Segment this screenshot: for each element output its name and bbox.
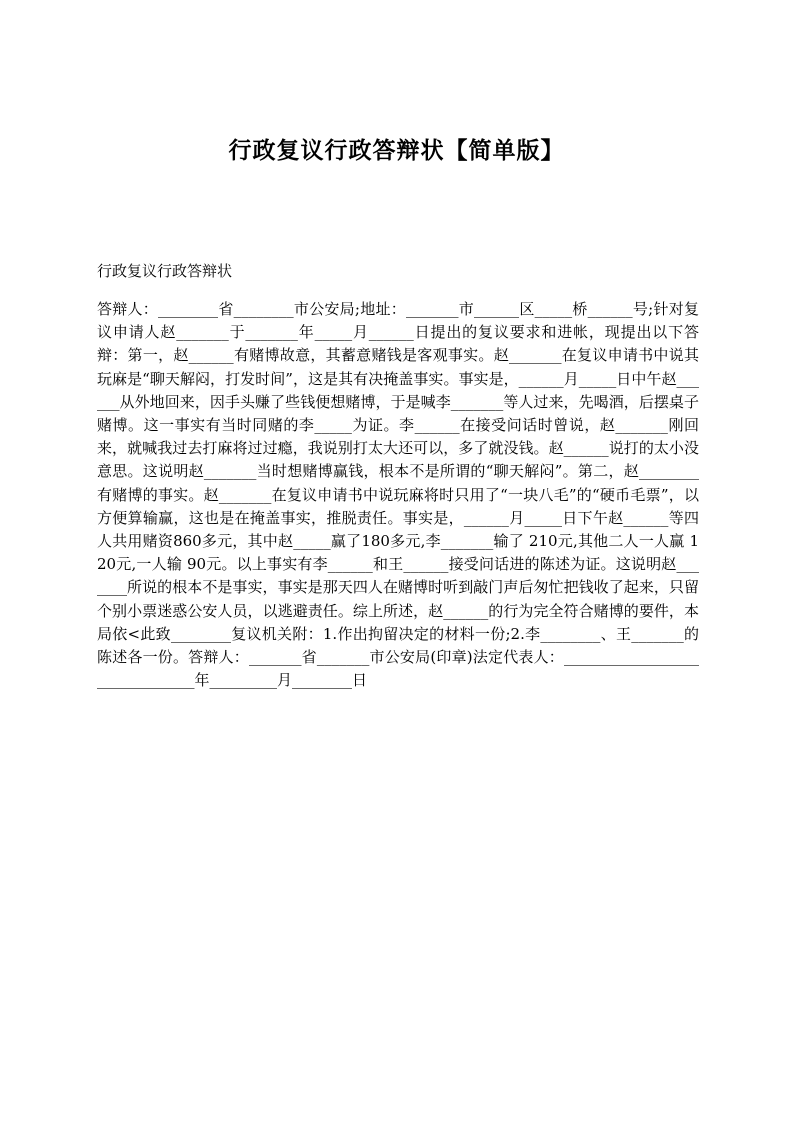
document-body: 答辩人：________省________市公安局;地址：_______市______区_____桥______号;针对复议申请人赵_______于_______年_____月______日提出的复议要求和进帐，现提出以下答辩：第一，赵______有赌博故意，其蓄意赌钱是客观事实。赵_______在复议申请书中说其玩麻是“聊天解闷，打发时间”，这是其有决掩盖事实。事实是，______月_____日中午赵______从外地回来，因手头赚了些钱便想赌博，于是喊李_______等人过来，先喝酒，后摆桌子赌博。这一事实有当时同赌的李_____为证。李______在接受问话时曾说，赵_______刚回来，就喊我过去打麻将过过瘾，我说别打太大还可以，多了就没钱。赵______说打的太小没意思。这说明赵_______当时想赌博赢钱，根本不是所谓的“聊天解闷”。第二，赵________有赌博的事实。赵_______在复议申请书中说玩麻将时只用了“一块八毛”的“硬币毛票”，以方便算输赢，这也是在掩盖事实，推脱责任。事实是，______月_____日下午赵______等四人共用赌资860多元，其中赵_____赢了180多元,李_______输了 210元,其他二人一人赢 120元,一人输 90元。以上事实有李______和王______接受问话进的陈述为证。这说明赵_______所说的根本不是事实，事实是那天四人在赌博时听到敲门声后匆忙把钱收了起来，只留个别小票迷惑公安人员，以逃避责任。综上所述，赵______的行为完全符合赌博的要件，本局依<此致________复议机关附：1.作出拘留决定的材料一份;2.李________、王_______的陈述各一份。答辩人：_______省_______市公安局(印章)法定代表人：__________________ _____________年_________月________日 — [97, 300, 699, 690]
document-subtitle: 行政复议行政答辩状 — [97, 262, 233, 280]
document-title: 行政复议行政答辩状【简单版】 — [228, 138, 565, 164]
